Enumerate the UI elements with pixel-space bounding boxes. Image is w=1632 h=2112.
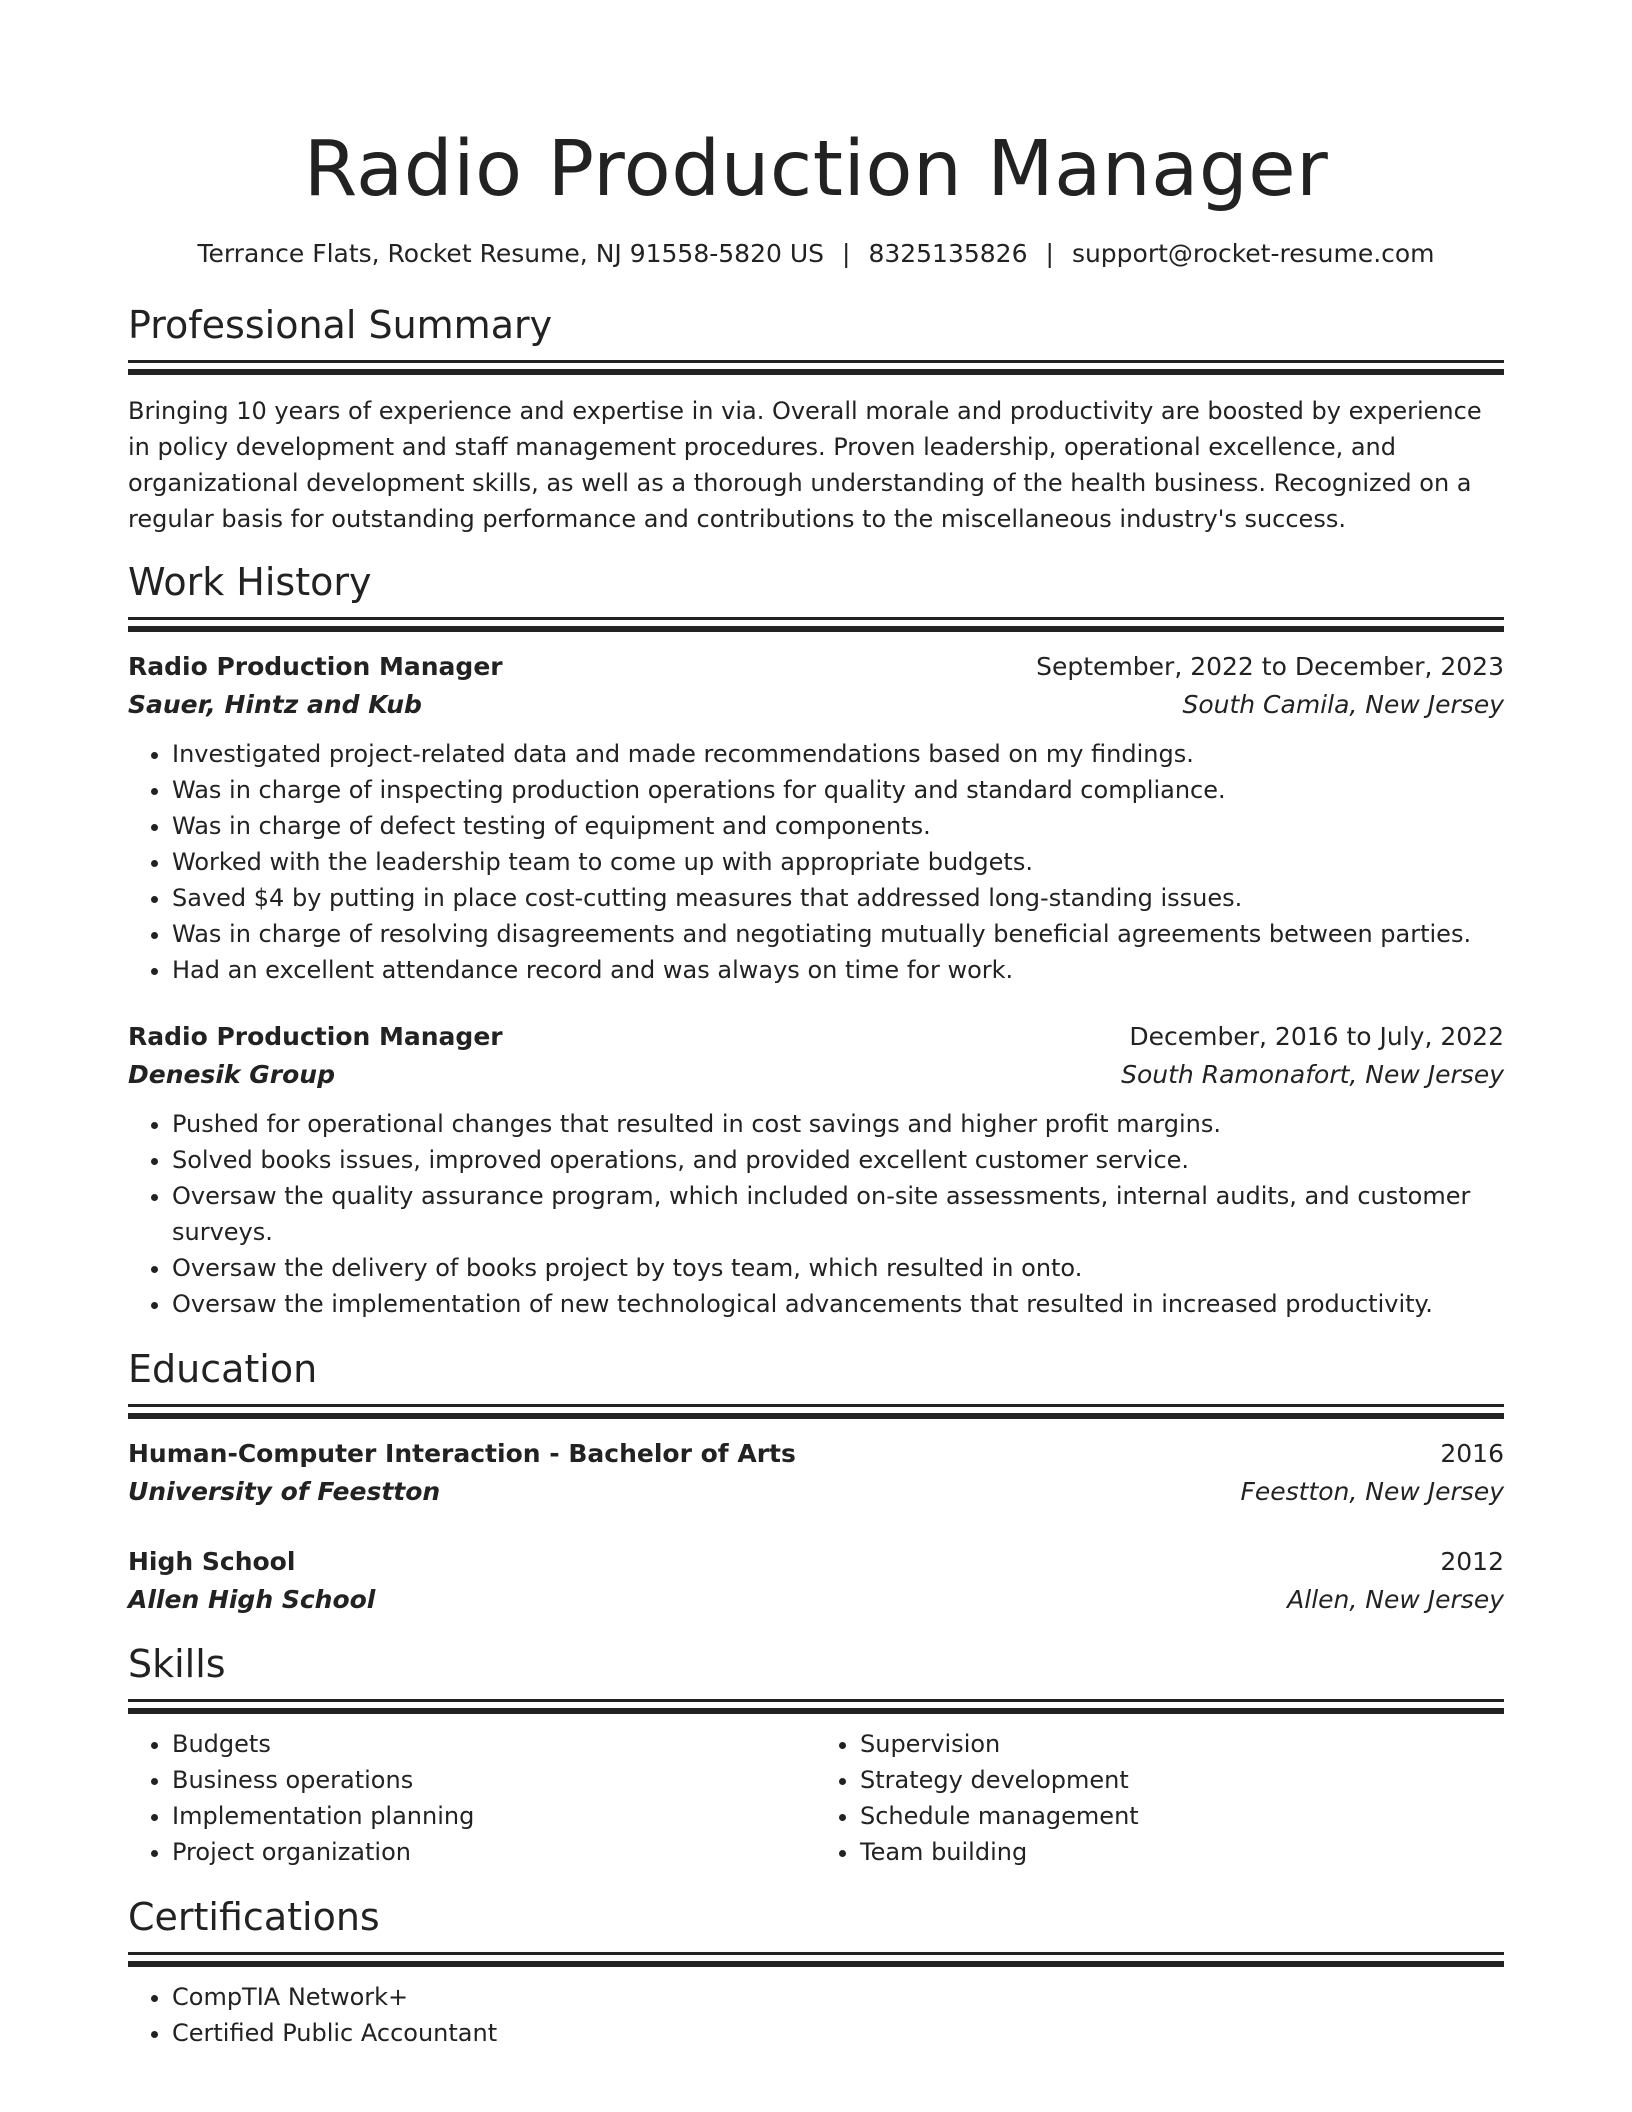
education-entry xyxy=(128,1435,1504,1511)
list-item: • Was in charge of defect testing of equipment and components. xyxy=(172,808,1504,844)
list-item: • Team building xyxy=(860,1834,1504,1870)
contact-email: support@rocket-resume.com xyxy=(1071,239,1435,268)
job-header-row xyxy=(128,1018,1504,1056)
section-rule xyxy=(128,1952,1504,1955)
list-item: • Pushed for operational changes that resulted in cost savings and higher profit margins. xyxy=(172,1106,1504,1142)
job-entry xyxy=(128,648,1504,988)
education-location: Feestton, New Jersey xyxy=(1240,1477,1504,1506)
job-bullets xyxy=(128,736,1504,988)
education-school-row xyxy=(128,1473,1504,1511)
list-item: • Oversaw the delivery of books project by toys team, which resulted in onto. xyxy=(172,1250,1504,1286)
list-item: • Project organization xyxy=(172,1834,816,1870)
contact-address: Terrance Flats, Rocket Resume, NJ 91558-5820 US xyxy=(197,239,824,268)
skills-list xyxy=(816,1726,1504,1870)
list-item: • Certified Public Accountant xyxy=(172,2015,1504,2051)
education-school: Allen High School xyxy=(128,1585,376,1614)
section-title-work: Work History xyxy=(128,560,372,604)
job-location: South Camila, New Jersey xyxy=(1182,690,1504,719)
education-year: 2016 xyxy=(1440,1439,1504,1468)
job-dates: December, 2016 to July, 2022 xyxy=(1129,1022,1504,1051)
job-company: Sauer, Hintz and Kub xyxy=(128,690,422,719)
education-school: University of Feestton xyxy=(128,1477,441,1506)
education-degree: High School xyxy=(128,1547,296,1576)
list-item: • Strategy development xyxy=(860,1762,1504,1798)
work-section xyxy=(128,557,1504,1322)
section-rule-thick xyxy=(128,369,1504,375)
resume-page xyxy=(128,0,1504,2051)
section-rule-thick xyxy=(128,1413,1504,1419)
list-item: • Business operations xyxy=(172,1762,816,1798)
education-year: 2012 xyxy=(1440,1547,1504,1576)
skills-column-right xyxy=(816,1726,1504,1870)
summary-text: Bringing 10 years of experience and expertise in via. Overall morale and productivity are boosted by experience in policy development and staff management procedures. Proven leadership, operational excellence, and organizational development skills, as well as a thorough understanding of the health business. Recognized on a regular basis for outstanding performance and contributions to the miscellaneous industry's success. xyxy=(128,397,1482,533)
list-item: • Schedule management xyxy=(860,1798,1504,1834)
section-title-certifications: Certifications xyxy=(128,1895,380,1939)
contact-phone: 8325135826 xyxy=(868,239,1028,268)
resume-name: Radio Production Manager xyxy=(303,125,1329,214)
list-item: • Oversaw the implementation of new technological advancements that resulted in increased productivity. xyxy=(172,1286,1504,1322)
list-item: • Implementation planning xyxy=(172,1798,816,1834)
education-school-row xyxy=(128,1581,1504,1619)
list-item: • Was in charge of resolving disagreements and negotiating mutually beneficial agreements between parties. xyxy=(172,916,1504,952)
skills-section xyxy=(128,1639,1504,1870)
section-title-education: Education xyxy=(128,1347,318,1391)
section-title-skills: Skills xyxy=(128,1642,226,1686)
skills-list xyxy=(128,1726,816,1870)
job-bullets xyxy=(128,1106,1504,1322)
list-item: • Budgets xyxy=(172,1726,816,1762)
section-rule xyxy=(128,360,1504,363)
section-title-summary: Professional Summary xyxy=(128,303,553,347)
section-rule-thick xyxy=(128,1961,1504,1967)
list-item: • Worked with the leadership team to come up with appropriate budgets. xyxy=(172,844,1504,880)
section-rule xyxy=(128,617,1504,620)
education-location: Allen, New Jersey xyxy=(1287,1585,1504,1614)
job-company-row xyxy=(128,1056,1504,1094)
list-item: • Had an excellent attendance record and was always on time for work. xyxy=(172,952,1504,988)
list-item: • Solved books issues, improved operations, and provided excellent customer service. xyxy=(172,1142,1504,1178)
job-company-row xyxy=(128,686,1504,724)
skills-column-left xyxy=(128,1726,816,1870)
section-rule-thick xyxy=(128,1708,1504,1714)
education-degree: Human-Computer Interaction - Bachelor of Arts xyxy=(128,1439,796,1468)
education-header-row xyxy=(128,1435,1504,1473)
contact-separator: | xyxy=(1045,239,1054,268)
job-dates: September, 2022 to December, 2023 xyxy=(1036,652,1504,681)
job-entry xyxy=(128,1018,1504,1322)
section-rule xyxy=(128,1699,1504,1702)
list-item: • Saved $4 by putting in place cost-cutting measures that addressed long-standing issues. xyxy=(172,880,1504,916)
list-item: • Investigated project-related data and made recommendations based on my findings. xyxy=(172,736,1504,772)
job-title: Radio Production Manager xyxy=(128,652,503,681)
certifications-section xyxy=(128,1892,1504,2051)
skills-grid xyxy=(128,1726,1504,1870)
education-header-row xyxy=(128,1543,1504,1581)
list-item: • CompTIA Network+ xyxy=(172,1979,1504,2015)
job-company: Denesik Group xyxy=(128,1060,335,1089)
summary-section xyxy=(128,300,1504,537)
section-rule xyxy=(128,1404,1504,1407)
contact-line xyxy=(128,236,1504,272)
list-item: • Oversaw the quality assurance program, which included on-site assessments, internal audits, and customer surveys. xyxy=(172,1178,1504,1250)
job-title: Radio Production Manager xyxy=(128,1022,503,1051)
contact-separator: | xyxy=(842,239,851,268)
list-item: • Supervision xyxy=(860,1726,1504,1762)
certifications-list xyxy=(128,1979,1504,2051)
section-rule-thick xyxy=(128,626,1504,632)
job-header-row xyxy=(128,648,1504,686)
job-location: South Ramonafort, New Jersey xyxy=(1121,1060,1504,1089)
education-section xyxy=(128,1344,1504,1619)
education-entry xyxy=(128,1543,1504,1619)
list-item: • Was in charge of inspecting production operations for quality and standard compliance. xyxy=(172,772,1504,808)
